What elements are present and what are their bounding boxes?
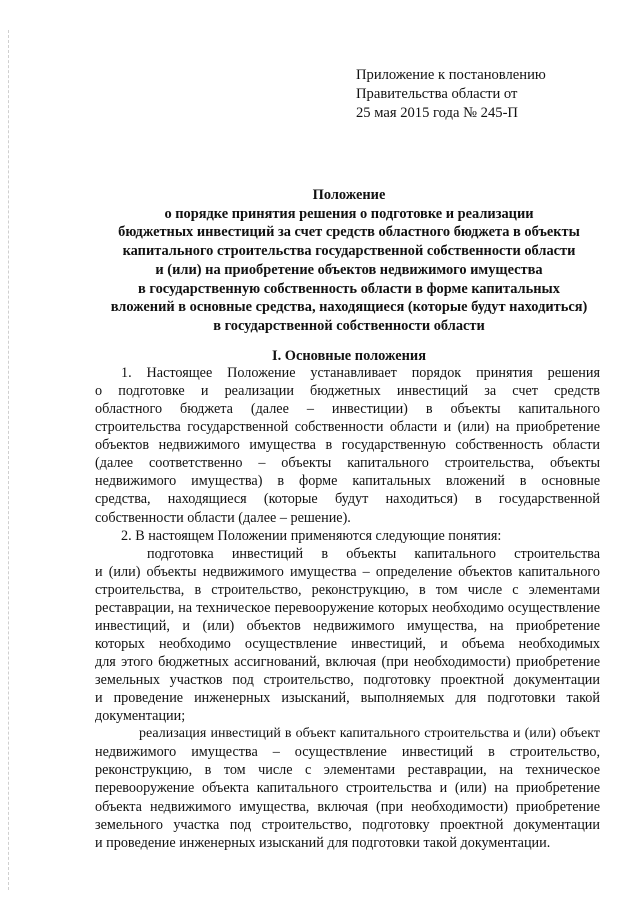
appendix-note [356,66,616,123]
appendix-line-2: Правительства области от [356,86,518,102]
text-line: и проведение инженерных изысканий для подготовки такой документации. [95,834,551,851]
scan-edge-line [8,30,9,890]
text-line: недвижимого имущества) в форме капитальных вложений в основные [95,473,600,490]
text-line: документации; [95,708,186,725]
text-line: о подготовке и реализации бюджетных инвестиций за счет средств [95,383,600,400]
title-line: бюджетных инвестиций за счет средств областного бюджета в объекты [118,224,580,241]
document-title [80,186,618,336]
title-line: вложений в основные средства, находящиеся (которые будут находиться) [110,299,588,316]
text-line: инвестиций, и (или) объектов недвижимого имущества, на приобретение [95,617,600,634]
text-line: недвижимого имущества – осуществление инвестиций в строительство, [95,744,600,761]
text-line: 2. В настоящем Положении применяются следующие понятия: [121,527,502,544]
title-line: в государственную собственность области в форме капитальных [138,280,560,297]
title-heading: Положение [312,187,386,203]
title-line: в государственной собственности области [213,317,485,334]
text-line: 1. Настоящее Положение устанавливает порядок принятия решения [121,365,600,381]
title-line: о порядке принятия решения о подготовке и реализации [164,205,534,222]
title-line: и (или) на приобретение объектов недвижимого имущества [155,261,543,278]
title-line: капитального строительства государственной собственности области [122,243,576,260]
text-line: областного бюджета (далее – инвестиции) в объекты капитального [95,401,600,418]
appendix-line-1: Приложение к постановлению [356,67,546,83]
text-line: реставрации, на техническое перевооружение которых необходимо осуществление [95,599,600,616]
text-line: собственности области (далее – решение). [95,509,351,526]
text-line: перевооружение объекта капитального строительства и (или) на приобретение [95,780,600,797]
text-line: (далее соответственно – объекты капитального строительства, объекты [95,455,600,472]
appendix-line-3: 25 мая 2015 года № 245-П [356,105,518,121]
text-line: средства, находящиеся (которые будут находиться) в государственной [95,491,600,508]
text-line: и проведение инженерных изысканий, выполняемых для подготовки такой [95,690,600,707]
text-line: объекта недвижимого имущества, включая (при необходимости) приобретение [95,798,600,815]
text-line: и (или) объекты недвижимого имущества – определение объектов капитального [95,563,600,580]
text-line: которых необходимо осуществление инвестиций, и объема необходимых [95,635,600,652]
text-line: реализация инвестиций в объект капитального строительства и (или) объект [139,726,600,742]
text-line: объектов недвижимого имущества в государственную собственность области [95,437,600,454]
text-line: реконструкцию, в том числе с элементами реставрации, на техническое [95,762,600,779]
text-line: для этого бюджетных ассигнований, включая (при необходимости) приобретение [95,654,600,670]
text-line: подготовка инвестиций в объекты капитального строительства [147,545,600,562]
body-text [95,364,600,852]
text-line: земельного участка под строительство, подготовку проектной документации [95,816,600,833]
section-heading: I. Основные положения [272,348,426,364]
text-line: строительства, в строительство, реконструкцию, в том числе с элементами [95,581,600,598]
text-line: земельных участков под строительство, подготовку проектной документации [95,672,600,689]
text-line: строительства государственной собственности области и (или) на приобретение [95,419,600,436]
